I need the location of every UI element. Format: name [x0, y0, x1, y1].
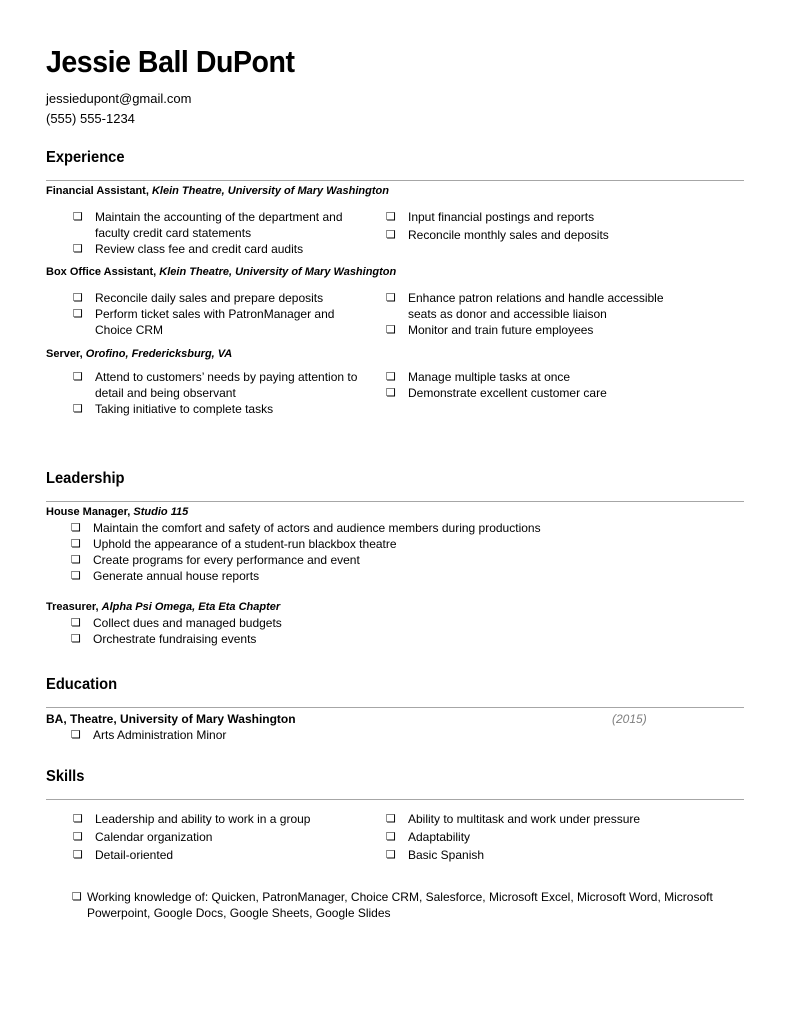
checkbox-bullet-icon: ❏ [386, 848, 396, 861]
section-title-experience: Experience [46, 149, 125, 166]
bullet-list [386, 290, 676, 338]
list-item-text: Leadership and ability to work in a group [95, 812, 311, 826]
list-item-text: Orchestrate fundraising events [93, 632, 257, 646]
checkbox-bullet-icon: ❏ [73, 402, 83, 415]
list-item [386, 385, 726, 401]
list-item-text: Create programs for every performance and event [93, 553, 360, 567]
role-heading [46, 506, 188, 518]
checkbox-bullet-icon: ❏ [71, 728, 81, 741]
list-item [386, 322, 676, 338]
list-item [386, 811, 726, 827]
bullet-list [71, 615, 731, 647]
list-item-text: Maintain the accounting of the department and faculty credit card statements [95, 210, 343, 240]
list-item-text: Generate annual house reports [93, 569, 260, 583]
bullet-list [71, 727, 471, 743]
role-organization: Studio 115 [133, 506, 189, 518]
list-item [73, 306, 363, 338]
list-item [73, 241, 363, 257]
role-heading [46, 601, 280, 613]
list-item [386, 227, 726, 243]
checkbox-bullet-icon: ❏ [73, 830, 83, 843]
bullet-list [73, 290, 363, 338]
checkbox-bullet-icon: ❏ [73, 242, 83, 255]
section-title-leadership: Leadership [46, 470, 125, 487]
checkbox-bullet-icon: ❏ [386, 812, 396, 825]
checkbox-bullet-icon: ❏ [73, 812, 83, 825]
list-item-text: Arts Administration Minor [93, 728, 227, 742]
list-item-text: Review class fee and credit card audits [95, 242, 304, 256]
list-item-text: Collect dues and managed budgets [93, 616, 282, 630]
list-item [386, 829, 726, 845]
list-item-text: Maintain the comfort and safety of actors and audience members during productions [93, 521, 541, 535]
list-item [73, 369, 363, 401]
list-item-text: Enhance patron relations and handle accessible seats as donor and accessible liaison [408, 291, 664, 321]
list-item [73, 401, 363, 417]
checkbox-bullet-icon: ❏ [386, 370, 396, 383]
job-organization: Klein Theatre, University of Mary Washington [159, 266, 397, 278]
list-item [71, 727, 471, 743]
list-item [73, 847, 363, 863]
section-divider [46, 501, 744, 502]
job-heading [46, 348, 232, 360]
section-divider [46, 180, 744, 181]
email: jessiedupont@gmail.com [46, 91, 192, 106]
job-heading [46, 185, 389, 197]
job-title: Box Office Assistant, [46, 266, 157, 278]
checkbox-bullet-icon: ❏ [386, 210, 396, 223]
list-item-text: Attend to customers’ needs by paying attention to detail and being observant [95, 370, 358, 400]
list-item [73, 829, 363, 845]
checkbox-bullet-icon: ❏ [73, 370, 83, 383]
phone: (555) 555-1234 [46, 111, 135, 126]
list-item [71, 631, 731, 647]
checkbox-bullet-icon: ❏ [386, 291, 396, 304]
list-item-text: Manage multiple tasks at once [408, 370, 571, 384]
checkbox-bullet-icon: ❏ [71, 537, 81, 550]
checkbox-bullet-icon: ❏ [386, 386, 396, 399]
list-item-text: Reconcile daily sales and prepare deposits [95, 291, 324, 305]
list-item-text: Detail-oriented [95, 848, 174, 862]
bullet-list [73, 369, 363, 417]
degree: BA, Theatre, University of Mary Washington [46, 712, 296, 726]
checkbox-bullet-icon: ❏ [71, 553, 81, 566]
degree-heading [46, 712, 296, 726]
list-item-text: Basic Spanish [408, 848, 485, 862]
list-item-text: Monitor and train future employees [408, 323, 594, 337]
checkbox-bullet-icon: ❏ [73, 210, 83, 223]
working-knowledge [72, 889, 732, 921]
list-item-text: Ability to multitask and work under pressure [408, 812, 641, 826]
checkbox-bullet-icon: ❏ [73, 307, 83, 320]
role-title: House Manager, [46, 506, 131, 518]
list-item [71, 568, 731, 584]
checkbox-bullet-icon: ❏ [386, 228, 396, 241]
job-title: Financial Assistant, [46, 185, 149, 197]
job-heading [46, 266, 396, 278]
list-item [73, 290, 363, 306]
list-item-text: Demonstrate excellent customer care [408, 386, 607, 400]
bullet-list [386, 369, 726, 401]
list-item [71, 520, 731, 536]
bullet-list [386, 811, 726, 863]
job-organization: Klein Theatre, University of Mary Washington [151, 185, 389, 197]
job-title: Server, [46, 348, 83, 360]
list-item [386, 369, 726, 385]
list-item-text: Adaptability [408, 830, 471, 844]
list-item-text: Reconcile monthly sales and deposits [408, 228, 609, 242]
checkbox-bullet-icon: ❏ [72, 890, 82, 903]
list-item [71, 615, 731, 631]
bullet-list [73, 811, 363, 863]
checkbox-bullet-icon: ❏ [73, 291, 83, 304]
list-item [386, 847, 726, 863]
section-divider [46, 799, 744, 800]
list-item-text: Input financial postings and reports [408, 210, 595, 224]
section-title-education: Education [46, 676, 118, 693]
list-item [73, 209, 363, 241]
bullet-list [71, 520, 731, 584]
resume-name: Jessie Ball DuPont [46, 44, 295, 79]
list-item-text: Uphold the appearance of a student-run blackbox theatre [93, 537, 397, 551]
list-item [73, 811, 363, 827]
section-title-skills: Skills [46, 768, 85, 785]
list-item-text: Calendar organization [95, 830, 213, 844]
checkbox-bullet-icon: ❏ [386, 323, 396, 336]
section-divider [46, 707, 744, 708]
bullet-list [386, 209, 726, 243]
list-item [386, 290, 676, 322]
working-knowledge-text: Working knowledge of: Quicken, PatronManager, Choice CRM, Salesforce, Microsoft Excel, Microsoft Word, Microsoft Powerpoint, Google Docs, Google Sheets, Google Slides [87, 890, 713, 920]
checkbox-bullet-icon: ❏ [73, 848, 83, 861]
list-item [71, 536, 731, 552]
list-item [386, 209, 726, 225]
checkbox-bullet-icon: ❏ [71, 632, 81, 645]
checkbox-bullet-icon: ❏ [386, 830, 396, 843]
role-title: Treasurer, [46, 601, 99, 613]
role-organization: Alpha Psi Omega, Eta Eta Chapter [101, 601, 281, 613]
checkbox-bullet-icon: ❏ [71, 616, 81, 629]
graduation-year: (2015) [612, 712, 647, 726]
list-item-text: Perform ticket sales with PatronManager and Choice CRM [95, 307, 335, 337]
checkbox-bullet-icon: ❏ [71, 569, 81, 582]
bullet-list [73, 209, 363, 257]
list-item-text: Taking initiative to complete tasks [95, 402, 274, 416]
checkbox-bullet-icon: ❏ [71, 521, 81, 534]
list-item [71, 552, 731, 568]
job-organization: Orofino, Fredericksburg, VA [85, 348, 233, 360]
